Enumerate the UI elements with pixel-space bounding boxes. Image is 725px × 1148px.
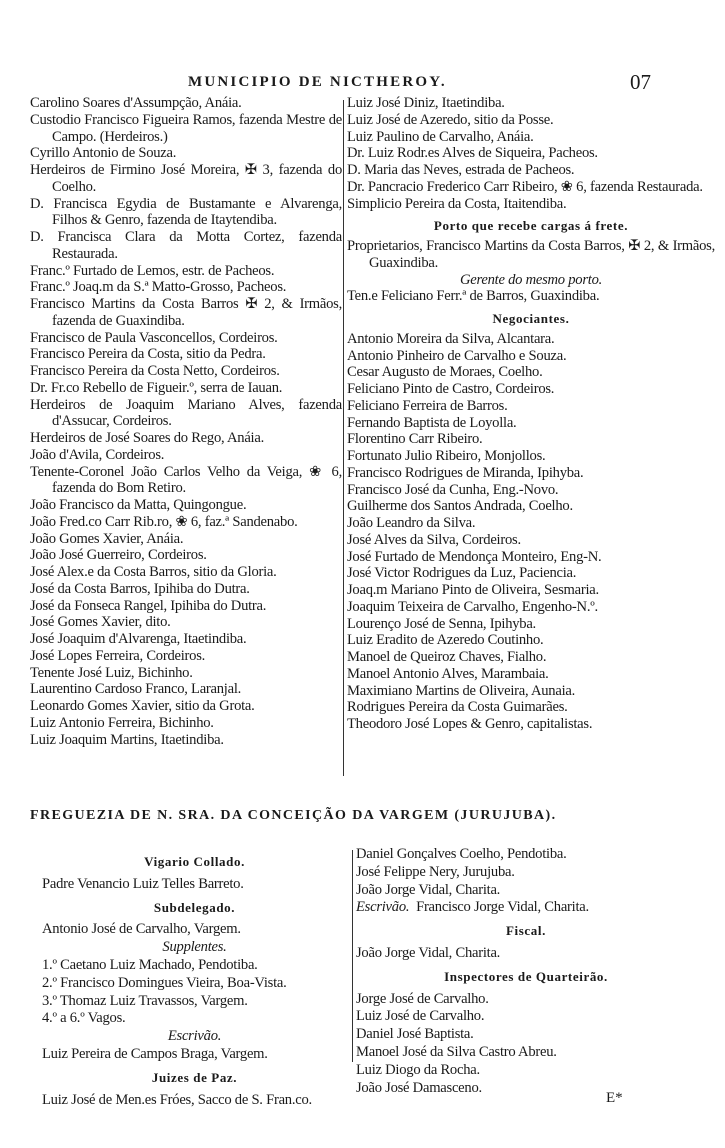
list-item: Jorge José de Carvalho. — [356, 990, 489, 1007]
list-item: Manoel Antonio Alves, Marambaia. — [347, 665, 549, 682]
subdelegado-entry: Antonio José de Carvalho, Vargem. — [42, 921, 241, 938]
list-item: Maximiano Martins de Oliveira, Aunaia. — [347, 682, 575, 699]
list-item: Luiz José de Azeredo, sitio da Posse. — [347, 111, 554, 128]
fiscal-heading: Fiscal. — [506, 923, 546, 939]
escrivao-heading: Escrivão. — [167, 1028, 222, 1045]
list-item: José da Fonseca Rangel, Ipihiba do Dutra. — [30, 597, 267, 614]
juizes-entry: Luiz José de Men.es Fróes, Sacco de S. Fran.co. — [42, 1091, 312, 1108]
list-item: 4.º a 6.º Vagos. — [42, 1010, 126, 1027]
list-item: Rodrigues Pereira da Costa Guimarães. — [347, 699, 568, 716]
page-number: 07 — [630, 70, 651, 94]
list-item: Franc.º Furtado de Lemos, estr. de Pacheos. — [30, 262, 275, 279]
list-item: Luiz Paulino de Carvalho, Anáia. — [347, 128, 534, 145]
list-item: Antonio Moreira da Silva, Alcantara. — [347, 330, 555, 347]
vigario-entry: Padre Venancio Luiz Telles Barreto. — [42, 875, 244, 892]
page-header — [0, 70, 725, 96]
inspectores-heading: Inspectores de Quarteirão. — [444, 968, 608, 984]
list-item: José da Costa Barros, Ipihiba do Dutra. — [30, 580, 250, 597]
list-item: Fernando Baptista de Loyolla. — [347, 414, 517, 431]
right-column-list — [347, 95, 715, 733]
list-item: João José Guerreiro, Cordeiros. — [30, 547, 207, 564]
list-item: José Alves da Silva, Cordeiros. — [347, 531, 521, 548]
list-item: Leonardo Gomes Xavier, sitio da Grota. — [30, 698, 255, 714]
list-item: Daniel José Baptista. — [356, 1026, 474, 1043]
list-item: José Furtado de Mendonça Monteiro, Eng-N. — [347, 548, 602, 565]
juizes-heading: Juizes de Paz. — [151, 1069, 238, 1085]
left-column-list — [30, 95, 342, 748]
list-item: José Alex.e da Costa Barros, sitio da Gloria. — [30, 564, 277, 580]
list-item: Feliciano Pinto de Castro, Cordeiros. — [347, 381, 555, 397]
list-item: 1.º Caetano Luiz Machado, Pendotiba. — [42, 956, 258, 973]
list-item: José Lopes Ferreira, Cordeiros. — [30, 647, 206, 664]
list-item: Luiz José de Carvalho. — [356, 1008, 485, 1025]
list-item: Carolino Soares d'Assumpção, Anáia. — [30, 95, 242, 111]
list-item: Laurentino Cardoso Franco, Laranjal. — [30, 681, 242, 698]
list-item: Joaq.m Mariano Pinto de Oliveira, Sesmaria. — [347, 582, 599, 598]
list-item: Guilherme dos Santos Andrada, Coelho. — [347, 498, 573, 515]
list-item: João Leandro da Silva. — [347, 515, 476, 531]
list-item: Manoel José da Silva Castro Abreu. — [356, 1043, 557, 1060]
list-item: D. Maria das Neves, estrada de Pacheos. — [347, 162, 575, 178]
list-item: João José Damasceno. — [356, 1079, 482, 1096]
list-item: João Fred.co Carr Rib.ro, ❀ 6, faz.ª Sandenabo. — [30, 513, 298, 530]
fiscal-entry: João Jorge Vidal, Charita. — [356, 944, 501, 961]
list-item: Herdeiros de Joaquim Mariano Alves, fazenda d'Assucar, Cordeiros. — [30, 396, 342, 430]
list-item: Tenente José Luiz, Bichinho. — [30, 664, 193, 681]
list-item: Joaquim Teixeira de Carvalho, Engenho-N.º. — [347, 598, 598, 615]
subdelegado-heading: Subdelegado. — [153, 899, 236, 915]
list-item: Franc.º Joaq.m da S.ª Matto-Grosso, Pacheos. — [30, 279, 287, 296]
escrivao-name: Francisco Jorge Vidal, Charita. — [416, 899, 589, 916]
list-item: João Jorge Vidal, Charita. — [356, 881, 501, 898]
list-item: Tenente-Coronel João Carlos Velho da Veiga, ❀ 6, fazenda do Bom Retiro. — [30, 463, 342, 497]
list-item: João d'Avila, Cordeiros. — [30, 446, 165, 463]
list-item: Luiz Joaquim Martins, Itaetindiba. — [30, 731, 224, 748]
escrivao-label: Escrivão. — [356, 899, 410, 916]
list-item: Luiz José Diniz, Itaetindiba. — [347, 95, 505, 111]
parish-left-column — [42, 848, 347, 1109]
escrivao-line — [356, 899, 696, 917]
list-item: Herdeiros de José Soares do Rego, Anáia. — [30, 430, 264, 446]
list-item: Lourenço José de Senna, Ipihyba. — [347, 615, 536, 632]
list-item: Theodoro José Lopes & Genro, capitalistas. — [347, 716, 593, 732]
list-item: 3.º Thomaz Luiz Travassos, Vargem. — [42, 992, 248, 1009]
list-item: Cyrillo Antonio de Souza. — [30, 145, 177, 162]
section-title: FREGUEZIA DE N. SRA. DA CONCEIÇÃO DA VARGEM (JURUJUBA). — [30, 808, 557, 823]
list-item: D. Francisca Egydia de Bustamante e Alvarenga, Filhos & Genro, fazenda de Itaytendiba. — [30, 195, 342, 229]
supplentes-heading: Supplentes. — [162, 939, 227, 956]
list-item: Feliciano Ferreira de Barros. — [347, 397, 508, 414]
gerente-entry: Ten.e Feliciano Ferr.ª de Barros, Guaxindiba. — [347, 288, 600, 305]
gerente-heading: Gerente do mesmo porto. — [459, 271, 603, 288]
list-item: Francisco Martins da Costa Barros ✠ 2, & Irmãos, fazenda de Guaxindiba. — [30, 296, 342, 329]
list-item: Francisco Rodrigues de Miranda, Ipihyba. — [347, 464, 584, 481]
list-item: João Gomes Xavier, Anáia. — [30, 530, 184, 547]
list-item: Custodio Francisco Figueira Ramos, fazenda Mestre de Campo. (Herdeiros.) — [30, 111, 342, 145]
list-item: José Felippe Nery, Jurujuba. — [356, 863, 515, 880]
porto-heading: Porto que recebe cargas á frete. — [433, 218, 629, 234]
porto-entry: Proprietarios, Francisco Martins da Costa Barros, ✠ 2, & Irmãos, Guaxindiba. — [347, 238, 715, 271]
parish-right-column — [356, 846, 696, 1097]
list-item: Manoel de Queiroz Chaves, Fialho. — [347, 649, 547, 665]
list-item: Cesar Augusto de Moraes, Coelho. — [347, 364, 543, 381]
list-item: Fortunato Julio Ribeiro, Monjollos. — [347, 448, 546, 464]
list-item: José Joaquim d'Alvarenga, Itaetindiba. — [30, 631, 247, 647]
list-item: Francisco Pereira da Costa Netto, Cordeiros. — [30, 363, 280, 379]
list-item: Dr. Fr.co Rebello de Figueir.º, serra de Iauan. — [30, 379, 283, 396]
list-item: Simplicio Pereira da Costa, Itaitendiba. — [347, 195, 567, 212]
list-item: Florentino Carr Ribeiro. — [347, 431, 483, 448]
list-item: José Victor Rodrigues da Luz, Paciencia. — [347, 565, 577, 582]
signature-mark: E* — [606, 1090, 623, 1106]
column-divider — [343, 100, 344, 776]
vigario-heading: Vigario Collado. — [144, 854, 245, 869]
list-item: Antonio Pinheiro de Carvalho e Souza. — [347, 347, 567, 364]
list-item: Luiz Eradito de Azeredo Coutinho. — [347, 632, 544, 649]
escrivao-entry: Luiz Pereira de Campos Braga, Vargem. — [42, 1045, 268, 1062]
list-item: D. Francisca Clara da Motta Cortez, fazenda Restaurada. — [30, 229, 342, 262]
list-item: Dr. Luiz Rodr.es Alves de Siqueira, Pacheos. — [347, 145, 598, 162]
list-item: Herdeiros de Firmino José Moreira, ✠ 3, fazenda do Coelho. — [30, 162, 342, 195]
list-item: 2.º Francisco Domingues Vieira, Boa-Vista. — [42, 974, 287, 991]
negociantes-heading: Negociantes. — [492, 311, 570, 326]
list-item: Luiz Diogo da Rocha. — [356, 1061, 480, 1078]
running-title: MUNICIPIO DE NICTHEROY. — [188, 74, 447, 90]
list-item: Dr. Pancracio Frederico Carr Ribeiro, ❀ 6, fazenda Restaurada. — [347, 178, 703, 195]
list-item: Francisco de Paula Vasconcellos, Cordeiros. — [30, 329, 278, 346]
list-item: Daniel Gonçalves Coelho, Pendotiba. — [356, 846, 567, 862]
list-item: João Francisco da Matta, Quingongue. — [30, 497, 247, 513]
list-item: Francisco Pereira da Costa, sitio da Pedra. — [30, 346, 266, 363]
list-item: Francisco José da Cunha, Eng.-Novo. — [347, 481, 559, 498]
list-item: José Gomes Xavier, dito. — [30, 614, 171, 631]
column-divider — [352, 850, 353, 1062]
list-item: Luiz Antonio Ferreira, Bichinho. — [30, 714, 214, 731]
